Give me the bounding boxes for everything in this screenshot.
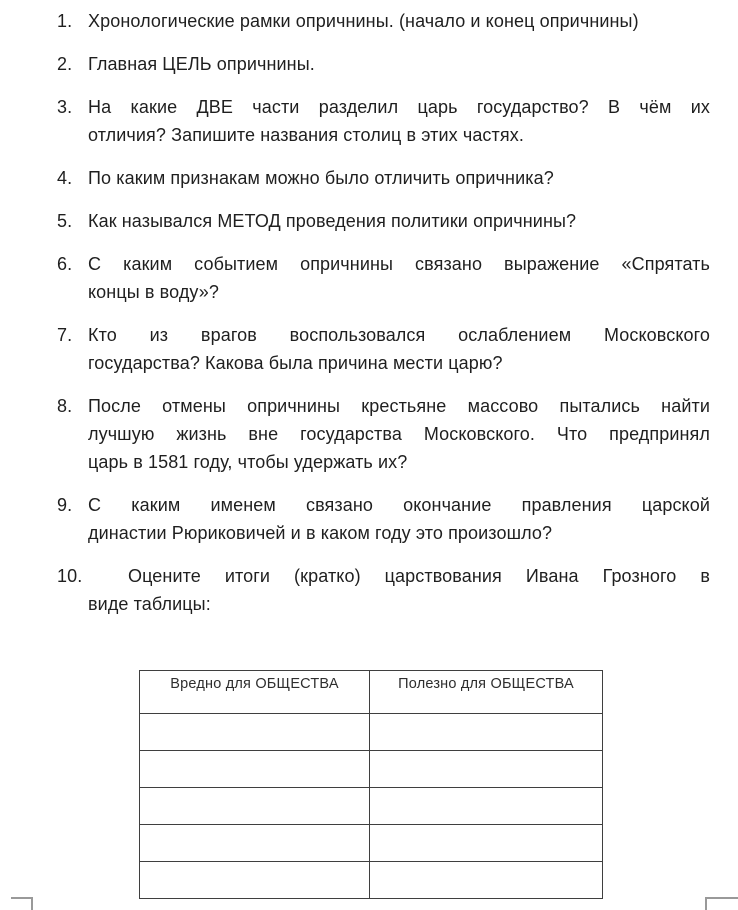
question-line: По каким признакам можно было отличить опричника? <box>88 168 554 188</box>
questions-list <box>57 7 710 633</box>
question-item-4 <box>57 164 710 192</box>
table-row <box>140 751 603 788</box>
page-margin-mark-bottom-right <box>705 897 707 910</box>
question-number: 6. <box>57 254 73 274</box>
question-number: 3. <box>57 97 73 117</box>
question-item-5 <box>57 207 710 235</box>
question-number: 2. <box>57 54 73 74</box>
question-line: виде таблицы: <box>88 594 211 614</box>
question-line: После отмены опричнины крестьяне массово пытались найти <box>88 396 710 416</box>
page-margin-mark-bottom-right <box>705 897 738 899</box>
question-item-9 <box>57 491 710 547</box>
question-line: концы в воду»? <box>88 282 219 302</box>
table-cell <box>370 825 603 862</box>
question-number: 7. <box>57 325 73 345</box>
question-line: Оцените итоги (кратко) царствования Ивана Грозного в <box>128 566 710 586</box>
table-header-harmful: Вредно для ОБЩЕСТВА <box>140 671 370 714</box>
question-line: отличия? Запишите названия столиц в этих частях. <box>88 125 524 145</box>
question-line: Кто из врагов воспользовался ослаблением Московского <box>88 325 710 345</box>
table-cell <box>370 788 603 825</box>
question-number: 10. <box>57 566 83 586</box>
table-row <box>140 788 603 825</box>
question-item-10 <box>57 562 710 618</box>
table-row <box>140 714 603 751</box>
question-item-7 <box>57 321 710 377</box>
table-cell <box>140 751 370 788</box>
question-line: Как назывался МЕТОД проведения политики опричнины? <box>88 211 577 231</box>
page-margin-mark-bottom-left <box>31 897 33 910</box>
question-item-8 <box>57 392 710 476</box>
question-line: династии Рюриковичей и в каком году это произошло? <box>88 523 553 543</box>
evaluation-table <box>139 670 603 899</box>
question-number: 4. <box>57 168 73 188</box>
table-row <box>140 825 603 862</box>
question-number: 5. <box>57 211 73 231</box>
table-cell <box>370 751 603 788</box>
table-cell <box>140 862 370 899</box>
question-number: 1. <box>57 11 73 31</box>
question-line: Хронологические рамки опричнины. (начало и конец опричнины) <box>88 11 639 31</box>
question-line: На какие ДВЕ части разделил царь государство? В чём их <box>88 97 710 117</box>
table-row <box>140 862 603 899</box>
question-item-6 <box>57 250 710 306</box>
question-line: С каким именем связано окончание правления царской <box>88 495 710 515</box>
table-cell <box>140 788 370 825</box>
question-item-2 <box>57 50 710 78</box>
question-line: С каким событием опричнины связано выражение «Спрятать <box>88 254 710 274</box>
question-line: государства? Какова была причина мести царю? <box>88 353 503 373</box>
table-header-row <box>140 671 603 714</box>
question-number: 8. <box>57 396 73 416</box>
question-line: лучшую жизнь вне государства Московского. Что предпринял <box>88 424 710 444</box>
question-item-1 <box>57 7 710 35</box>
table-header-useful: Полезно для ОБЩЕСТВА <box>370 671 603 714</box>
question-line: царь в 1581 году, чтобы удержать их? <box>88 452 408 472</box>
table-cell <box>140 825 370 862</box>
table-cell <box>140 714 370 751</box>
table-cell <box>370 862 603 899</box>
question-line: Главная ЦЕЛЬ опричнины. <box>88 54 315 74</box>
page-margin-mark-bottom-left <box>11 897 33 899</box>
table-cell <box>370 714 603 751</box>
question-number: 9. <box>57 495 73 515</box>
question-item-3 <box>57 93 710 149</box>
